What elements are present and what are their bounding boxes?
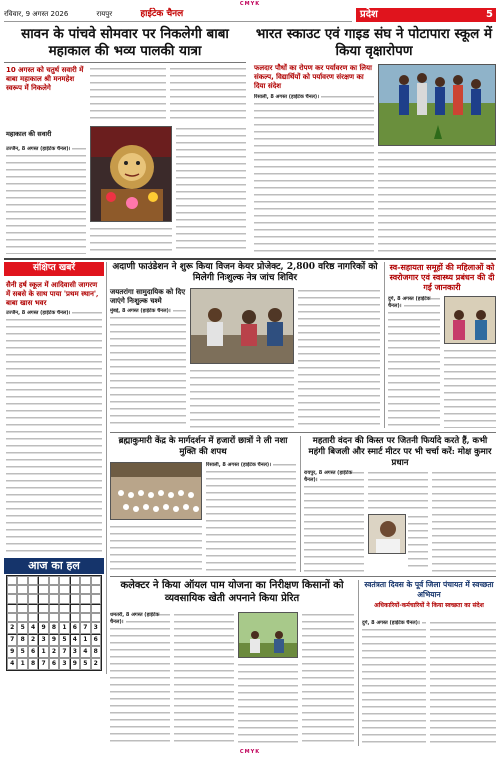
sudoku-cell <box>70 576 80 585</box>
story6-body-left <box>304 470 364 572</box>
column-divider <box>106 262 107 674</box>
sudoku-cell: 5 <box>59 634 69 646</box>
sudoku-cell: 3 <box>91 622 101 634</box>
sudoku-cell <box>70 613 80 622</box>
sudoku-cell <box>91 613 101 622</box>
sudoku-cell: 9 <box>7 646 17 658</box>
issue-date: रविवार, 9 अगस्त 2026 <box>4 10 69 18</box>
story6-dateline: रायपुर, 8 अगस्त (हाईटेक चैनल)। <box>304 470 353 483</box>
sudoku-cell <box>38 604 48 613</box>
fold-divider <box>4 258 496 260</box>
sudoku-cell: 2 <box>49 646 59 658</box>
divider <box>110 432 496 433</box>
sudoku-cell: 7 <box>38 658 48 670</box>
story1-body-bottom <box>90 226 172 254</box>
sudoku-cell <box>7 604 17 613</box>
story7-body-1 <box>110 612 170 746</box>
divider <box>4 62 246 63</box>
story3-subheadline: जयतरांगा सामुदायिक को दिए जाएंगे निःशुल्क चश्मे <box>110 288 186 305</box>
story6-body-right <box>432 470 496 572</box>
sudoku-cell <box>17 576 27 585</box>
sudoku-cell: 3 <box>59 658 69 670</box>
sudoku-cell <box>38 613 48 622</box>
sudoku-cell <box>7 594 17 603</box>
story1-body-left <box>6 146 86 254</box>
sudoku-cell: 5 <box>80 658 90 670</box>
sudoku-cell <box>91 594 101 603</box>
sudoku-cell: 8 <box>28 658 38 670</box>
sudoku-cell <box>17 604 27 613</box>
speaker-photo <box>368 514 406 554</box>
column-divider <box>358 580 359 746</box>
sudoku-cell <box>28 594 38 603</box>
sudoku-cell <box>80 585 90 594</box>
story2-body-right <box>378 150 496 254</box>
sudoku-cell: 2 <box>91 658 101 670</box>
sudoku-cell <box>59 585 69 594</box>
masthead <box>4 8 496 22</box>
sudoku-cell: 2 <box>28 634 38 646</box>
sudoku-cell: 8 <box>91 646 101 658</box>
sudoku-cell: 7 <box>80 622 90 634</box>
sudoku-cell <box>80 594 90 603</box>
column-divider <box>300 436 301 572</box>
column-divider <box>384 262 385 428</box>
sudoku-cell: 5 <box>17 646 27 658</box>
sudoku-cell <box>7 585 17 594</box>
masthead-left <box>4 8 352 22</box>
sudoku-cell <box>28 613 38 622</box>
sudoku-cell: 1 <box>80 634 90 646</box>
story2-body-left <box>254 94 374 254</box>
color-mark-top: CMYK <box>239 1 261 7</box>
sudoku-cell <box>49 613 59 622</box>
sudoku-cell <box>38 585 48 594</box>
page-number: 5 <box>486 9 493 20</box>
story1-lead-label: महाकाल की सवारी <box>6 130 52 138</box>
story5-body-left <box>110 524 202 572</box>
sudoku-cell <box>28 576 38 585</box>
story4-headline: स्व-सहायता समूहों की महिलाओं को स्वरोजगार एवं स्वास्थ्य प्रबंधन की दी गई जानकारी <box>389 262 495 292</box>
briefs-body <box>6 310 102 554</box>
sudoku-cell: 8 <box>49 622 59 634</box>
story7-body-3 <box>238 662 298 746</box>
sudoku-cell: 6 <box>91 634 101 646</box>
sudoku-cell <box>59 604 69 613</box>
sudoku-cell <box>49 585 59 594</box>
story3-body-mid <box>190 368 294 428</box>
story1-body-right2 <box>176 126 246 254</box>
story5-headline: ब्रह्माकुमारी केंद्र के मार्गदर्शन में हजारों छात्रों ने ली नशा मुक्ति की शपथ <box>118 436 288 457</box>
story8-dateline: दुर्ग, 8 अगस्त (हाईटेक चैनल)। <box>362 620 420 626</box>
story5-body-right <box>206 462 296 572</box>
story2-subheadline: फलदार पौधों का रोपण कर पर्यावरण का लिया संकल्प, विद्यार्थियों को पर्यावरण संरक्षण का दिया संदेश <box>254 64 372 90</box>
sudoku-cell: 8 <box>17 634 27 646</box>
sudoku-cell: 9 <box>49 634 59 646</box>
newspaper-brand: हाईटेक चैनल <box>140 9 184 19</box>
story5-dateline: रिसाली, 8 अगस्त (हाईटेक चैनल)। <box>206 462 272 468</box>
sudoku-cell <box>80 576 90 585</box>
sudoku-cell: 3 <box>38 634 48 646</box>
sudoku-solution-grid <box>6 575 102 671</box>
sudoku-cell <box>70 604 80 613</box>
story6-headline: महतारी वंदन की किस्त पर जितनी फिर्यादे करते हैं, कभी महंगी बिजली और स्मार्ट मीटर पर भी चर्चा करें: मोक्ष कुमार प्रधान <box>308 436 492 468</box>
sudoku-cell <box>59 613 69 622</box>
briefs-label: संक्षिप्त खबरें <box>4 262 104 276</box>
sudoku-cell: 4 <box>80 646 90 658</box>
story1-subheadline: 10 अगस्त को चतुर्थ सवारी में बाबा महाकाल श्री मनमहेश स्वरूप में निकलेगे <box>6 66 84 92</box>
sudoku-cell <box>17 585 27 594</box>
sudoku-cell <box>70 585 80 594</box>
story6-body-mid <box>368 470 428 510</box>
sudoku-cell <box>7 576 17 585</box>
story1-body-right <box>170 66 246 122</box>
sudoku-cell: 9 <box>70 658 80 670</box>
sudoku-cell <box>7 613 17 622</box>
sudoku-cell: 4 <box>7 658 17 670</box>
eye-camp-photo <box>190 288 294 364</box>
story6-body-mid2 <box>408 514 428 572</box>
section-name: प्रदेश <box>360 9 378 20</box>
city-name: रायपुर <box>96 10 113 18</box>
sudoku-cell <box>49 576 59 585</box>
story8-subheadline: अधिकारियों-कर्मचारियों ने किया स्वच्छता का संदेश <box>374 602 484 609</box>
color-mark-bottom: CMYK <box>239 749 261 755</box>
story1-headline: सावन के पांचवे सोमवार पर निकलेगी बाबा महाकाल की भव्य पालकी यात्रा <box>21 26 229 59</box>
sudoku-cell <box>49 604 59 613</box>
story7-body-4 <box>302 612 354 746</box>
sudoku-cell <box>59 576 69 585</box>
story3-body-right <box>298 288 380 428</box>
story7-dateline: धमतरी, 8 अगस्त (हाईटेक चैनल)। <box>110 612 160 625</box>
story7-body-2 <box>174 612 234 746</box>
briefs-headline: सैनी हर्ष स्कूल में आदिवासी जागरण में सबसे के साथ पाया 'प्रथम स्थान', बाबा खास भवर <box>6 280 99 307</box>
sudoku-cell: 7 <box>7 634 17 646</box>
story3-dateline: मुंबई, 8 अगस्त (हाईटेक चैनल)। <box>110 308 171 314</box>
story1-body-mid <box>90 66 166 122</box>
sudoku-cell <box>80 613 90 622</box>
story4-body-right <box>444 348 496 428</box>
briefs-dateline: उज्जैन, 8 अगस्त (हाईटेक चैनल)। <box>6 310 71 316</box>
sudoku-cell: 7 <box>59 646 69 658</box>
sudoku-cell <box>80 604 90 613</box>
sudoku-cell <box>17 594 27 603</box>
oil-palm-photo <box>238 612 298 658</box>
sudoku-cell: 1 <box>59 622 69 634</box>
plantation-photo <box>378 64 496 146</box>
sudoku-cell <box>59 594 69 603</box>
sudoku-cell: 6 <box>49 658 59 670</box>
sudoku-cell: 6 <box>70 622 80 634</box>
sudoku-cell <box>70 594 80 603</box>
sudoku-cell <box>91 604 101 613</box>
pledge-photo <box>110 462 202 520</box>
section-banner <box>356 8 496 22</box>
sudoku-cell <box>28 585 38 594</box>
sudoku-cell: 3 <box>70 646 80 658</box>
sudoku-cell: 9 <box>38 622 48 634</box>
story8-body-left <box>362 620 426 746</box>
sudoku-cell: 4 <box>28 622 38 634</box>
story4-body-left <box>388 296 440 428</box>
story2-dateline: रिसाली, 8 अगस्त (हाईटेक चैनल)। <box>254 94 320 100</box>
sudoku-cell <box>28 604 38 613</box>
sudoku-cell: 1 <box>17 658 27 670</box>
story3-body-left <box>110 308 186 428</box>
story8-body-right <box>430 620 496 746</box>
divider <box>110 576 496 577</box>
shg-photo <box>444 296 496 344</box>
sudoku-cell <box>91 585 101 594</box>
story7-headline: कलेक्टर ने किया ऑयल पाम योजना का निरीक्षण किसानों को व्यवसायिक खेती अपनाने किया प्रेरित <box>120 580 344 604</box>
sudoku-cell <box>49 594 59 603</box>
sudoku-cell: 1 <box>38 646 48 658</box>
sudoku-cell <box>38 594 48 603</box>
puzzle-label: आज का हल <box>4 558 104 574</box>
story8-headline: स्वतंत्रता दिवस के पूर्व जिला पंचायत में स्वच्छता अभियान <box>364 580 494 599</box>
story4-dateline: दुर्ग, 8 अगस्त (हाईटेक चैनल)। <box>388 296 431 309</box>
sudoku-cell: 5 <box>17 622 27 634</box>
sudoku-cell <box>17 613 27 622</box>
sudoku-cell: 2 <box>7 622 17 634</box>
mahakal-photo <box>90 126 172 222</box>
story1-dateline: उज्जैन, 8 अगस्त (हाईटेक चैनल)। <box>6 146 71 152</box>
sudoku-cell <box>91 576 101 585</box>
sudoku-cell: 6 <box>28 646 38 658</box>
story3-headline: अदाणी फाउंडेशन ने शुरू किया विजन केयर प्रोजेक्ट, 2,800 वरिष्ठ नागरिकों को मिलेगी निःशुल्क नेत्र जांच शिविर <box>112 262 378 283</box>
story2-headline: भारत स्काउट एवं गाइड संघ ने पोटापारा स्कूल में किया वृक्षारोपण <box>255 26 493 59</box>
sudoku-cell: 4 <box>70 634 80 646</box>
sudoku-cell <box>38 576 48 585</box>
